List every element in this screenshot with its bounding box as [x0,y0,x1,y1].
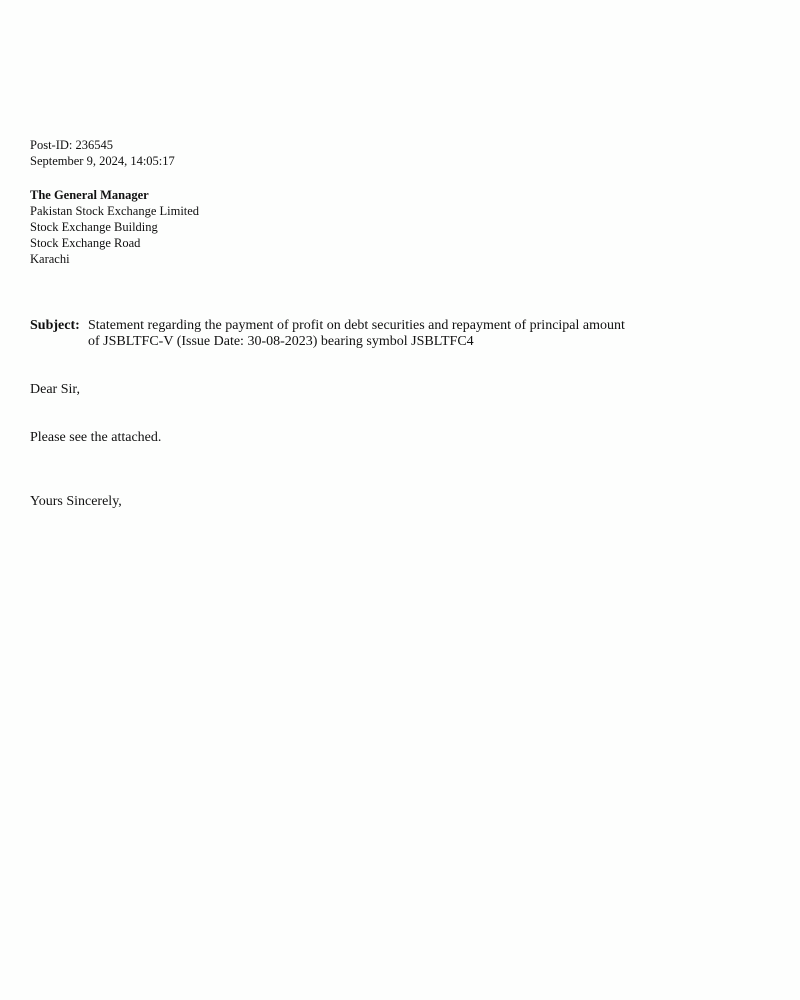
recipient-organization: Pakistan Stock Exchange Limited [30,204,200,218]
letter-meta [30,137,175,169]
closing: Yours Sincerely, [30,494,122,509]
post-id: Post-ID: 236545 [30,138,113,152]
recipient-title: The General Manager [30,188,149,202]
subject-line-2: of JSBLTFC-V (Issue Date: 30-08-2023) bearing symbol JSBLTFC4 [88,334,474,349]
recipient-city: Karachi [30,252,70,266]
subject-block [30,318,710,350]
recipient-building: Stock Exchange Building [30,220,158,234]
post-datetime: September 9, 2024, 14:05:17 [30,154,175,168]
recipient-address [30,187,199,267]
subject-line-1: Statement regarding the payment of profit on debt securities and repayment of principal amount [88,318,625,333]
subject-label: Subject: [30,318,80,333]
body-text: Please see the attached. [30,430,162,445]
recipient-road: Stock Exchange Road [30,236,141,250]
greeting: Dear Sir, [30,382,80,397]
